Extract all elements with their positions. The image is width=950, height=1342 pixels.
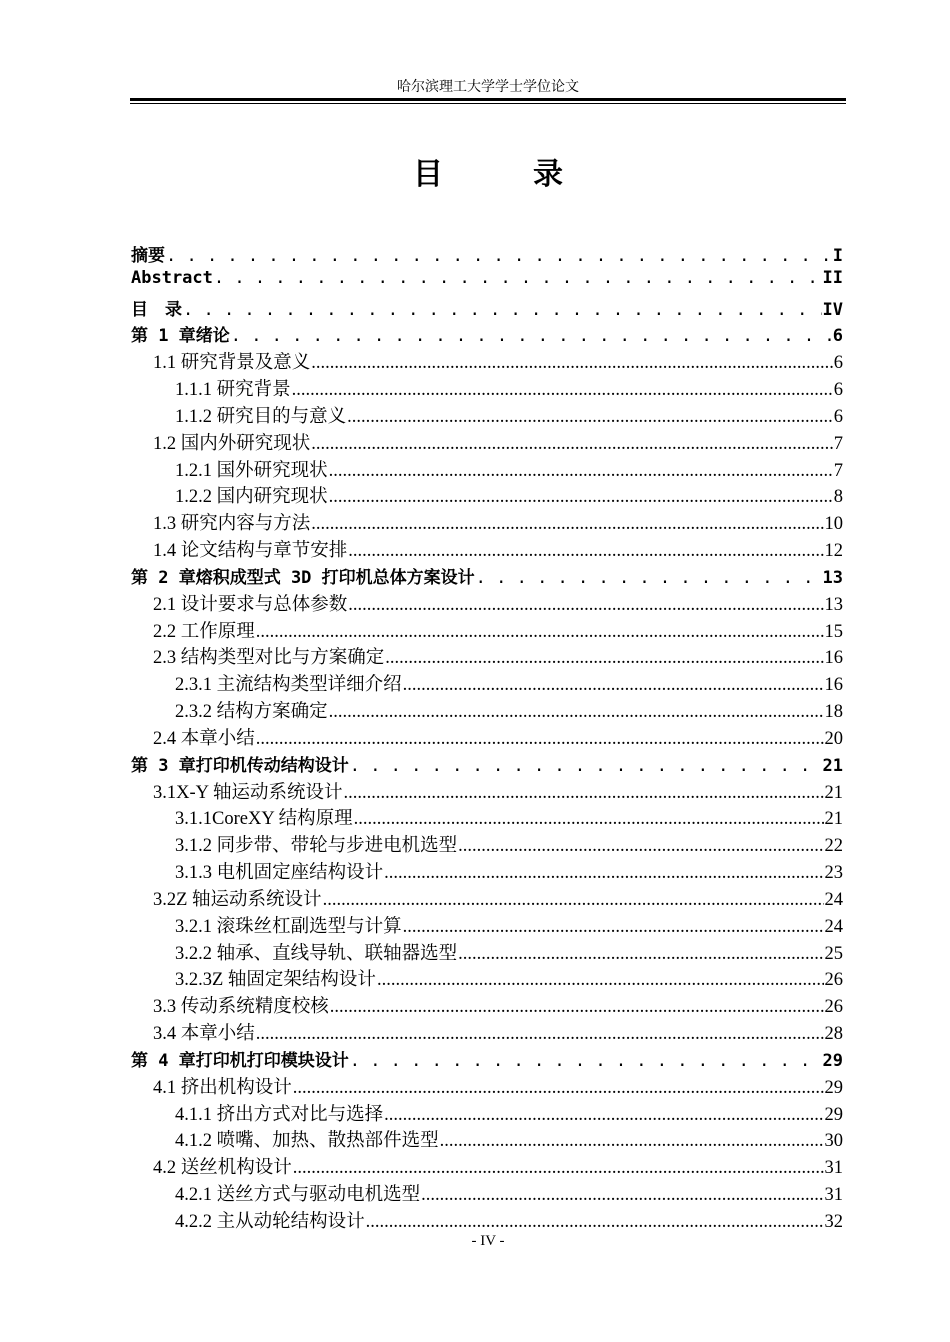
toc-entry-label: Abstract — [131, 267, 213, 288]
toc-entry[interactable] — [131, 1153, 843, 1180]
toc-entry[interactable] — [131, 831, 843, 858]
toc-entry-page: 26 — [824, 997, 843, 1018]
toc-leader-dots — [166, 246, 832, 266]
toc-entry[interactable] — [131, 241, 843, 268]
page-number: - IV - — [471, 1233, 505, 1249]
toc-leader-dots — [384, 863, 823, 884]
toc-entry[interactable] — [131, 563, 843, 590]
toc-entry-label: 4.1.2 喷嘴、加热、散热部件选型 — [175, 1131, 439, 1152]
toc-entry-label: 摘要 — [131, 246, 165, 266]
toc-entry-label: 3.1.3 电机固定座结构设计 — [175, 863, 384, 884]
toc-entry-page: 29 — [824, 1077, 843, 1098]
toc-entry-label: 1.3 研究内容与方法 — [153, 514, 311, 535]
toc-entry-page: 18 — [824, 702, 843, 723]
toc-entry-page: 10 — [824, 514, 843, 535]
toc-leader-dots — [323, 890, 824, 911]
toc-entry[interactable] — [131, 1046, 843, 1073]
toc-leader-dots — [256, 729, 824, 750]
toc-leader-dots — [403, 675, 824, 696]
toc-entry-label: 3.4 本章小结 — [153, 1024, 255, 1045]
toc-leader-dots — [403, 917, 824, 938]
toc-entry-label: 2.3.2 结构方案确定 — [175, 702, 328, 723]
toc-leader-dots — [421, 1185, 823, 1206]
table-of-contents — [131, 241, 843, 1234]
toc-leader-dots — [343, 783, 823, 804]
toc-entry[interactable] — [131, 858, 843, 885]
toc-entry[interactable] — [131, 939, 843, 966]
toc-entry-label: 1.1.1 研究背景 — [175, 380, 291, 401]
toc-entry-page: 30 — [824, 1131, 843, 1152]
toc-entry[interactable] — [131, 670, 843, 697]
toc-leader-dots — [458, 944, 823, 965]
toc-entry-page: 23 — [824, 863, 843, 884]
toc-entry[interactable] — [131, 965, 843, 992]
toc-leader-dots — [330, 997, 824, 1018]
toc-entry[interactable] — [131, 482, 843, 509]
toc-entry-page: 20 — [824, 728, 843, 749]
toc-entry-page: 29 — [824, 1104, 843, 1125]
toc-entry[interactable] — [131, 804, 843, 831]
toc-entry-page: 28 — [824, 1024, 843, 1045]
toc-entry-label: 3.2.1 滚珠丝杠副选型与计算 — [175, 916, 402, 937]
header-rule-thin — [130, 103, 846, 104]
toc-entry-label: 4.2.1 送丝方式与驱动电机选型 — [175, 1184, 421, 1205]
toc-entry-label: 3.2.2 轴承、直线导轨、联轴器选型 — [175, 943, 458, 964]
toc-leader-dots — [350, 756, 822, 776]
toc-entry-page: 25 — [824, 943, 843, 964]
toc-entry[interactable] — [131, 912, 843, 939]
toc-entry[interactable] — [131, 724, 843, 751]
toc-entry-label: 3.1X-Y 轴运动系统设计 — [153, 782, 343, 803]
toc-entry-page: 21 — [822, 755, 843, 776]
toc-entry-page: 32 — [824, 1211, 843, 1232]
toc-entry-page: 15 — [824, 621, 843, 642]
toc-entry[interactable] — [131, 1019, 843, 1046]
toc-leader-dots — [347, 407, 833, 428]
toc-entry-label: 1.4 论文结构与章节安排 — [153, 541, 348, 562]
toc-leader-dots — [311, 514, 823, 535]
toc-entry[interactable] — [131, 1073, 843, 1100]
toc-entry-label: 第 3 章打印机传动结构设计 — [131, 755, 349, 776]
toc-leader-dots — [458, 836, 823, 857]
toc-entry[interactable] — [131, 536, 843, 563]
toc-entry-page: 16 — [824, 675, 843, 696]
toc-entry-page: II — [822, 267, 843, 288]
toc-entry-label: 3.2Z 轴运动系统设计 — [153, 889, 322, 910]
toc-entry-label: 3.1.1CoreXY 结构原理 — [175, 809, 353, 830]
toc-entry-page: 6 — [833, 406, 843, 427]
toc-entry[interactable] — [131, 617, 843, 644]
toc-leader-dots — [311, 434, 832, 455]
toc-entry-label: 3.2.3Z 轴固定架结构设计 — [175, 970, 376, 991]
toc-entry-label: 第 4 章打印机打印模块设计 — [131, 1050, 349, 1071]
toc-entry-label: 1.2 国内外研究现状 — [153, 433, 311, 454]
toc-entry[interactable] — [131, 348, 843, 375]
toc-entry[interactable] — [131, 751, 843, 778]
toc-leader-dots — [476, 568, 822, 588]
toc-entry-label: 2.4 本章小结 — [153, 728, 255, 749]
toc-leader-dots — [348, 541, 823, 562]
toc-leader-dots — [366, 1212, 824, 1233]
toc-entry[interactable] — [131, 885, 843, 912]
toc-entry[interactable] — [131, 992, 843, 1019]
toc-leader-dots — [293, 1158, 824, 1179]
toc-entry-page: 31 — [824, 1158, 843, 1179]
toc-entry-label: 4.1 挤出机构设计 — [153, 1077, 292, 1098]
toc-entry[interactable] — [131, 321, 843, 348]
toc-leader-dots — [256, 1024, 824, 1045]
toc-entry[interactable] — [131, 643, 843, 670]
toc-entry[interactable] — [131, 1207, 843, 1234]
toc-entry-page: 7 — [833, 433, 843, 454]
toc-entry-label: 2.3 结构类型对比与方案确定 — [153, 648, 385, 669]
toc-leader-dots — [256, 622, 824, 643]
toc-entry-page: 6 — [832, 326, 843, 347]
header-rule-thick — [130, 98, 846, 101]
toc-leader-dots — [214, 268, 822, 288]
toc-entry[interactable] — [131, 295, 843, 322]
toc-entry-page: 31 — [824, 1184, 843, 1205]
toc-entry-label: 2.2 工作原理 — [153, 621, 255, 642]
toc-entry-page: 21 — [824, 809, 843, 830]
toc-entry-page: 8 — [833, 487, 843, 508]
toc-entry[interactable] — [131, 1180, 843, 1207]
toc-entry-label: 3.3 传动系统精度校核 — [153, 997, 329, 1018]
toc-entry-page: I — [832, 246, 843, 266]
toc-entry-label: 1.2.2 国内研究现状 — [175, 487, 328, 508]
toc-entry-page: 22 — [824, 836, 843, 857]
toc-leader-dots — [384, 1105, 823, 1126]
toc-entry-label: 第 1 章绪论 — [131, 326, 230, 347]
toc-leader-dots — [440, 1131, 824, 1152]
toc-entry-label: 4.2 送丝机构设计 — [153, 1158, 292, 1179]
toc-leader-dots — [377, 970, 824, 991]
toc-entry-label: 1.1.2 研究目的与意义 — [175, 406, 347, 427]
toc-entry[interactable] — [131, 375, 843, 402]
toc-entry[interactable] — [131, 1126, 843, 1153]
toc-entry[interactable] — [131, 402, 843, 429]
toc-entry-page: 7 — [833, 460, 843, 481]
toc-entry-page: 6 — [833, 380, 843, 401]
toc-leader-dots — [329, 487, 833, 508]
toc-leader-dots — [292, 380, 833, 401]
toc-entry-page: 13 — [824, 594, 843, 615]
toc-entry-label: 第 2 章熔积成型式 3D 打印机总体方案设计 — [131, 567, 475, 588]
toc-entry[interactable] — [131, 1100, 843, 1127]
toc-entry-page: 29 — [822, 1050, 843, 1071]
toc-leader-dots — [348, 595, 823, 616]
toc-entry[interactable] — [131, 509, 843, 536]
toc-entry-label: 3.1.2 同步带、带轮与步进电机选型 — [175, 836, 458, 857]
toc-entry-page: 21 — [824, 782, 843, 803]
toc-entry-label: 4.2.2 主从动轮结构设计 — [175, 1211, 365, 1232]
toc-leader-dots — [329, 702, 824, 723]
toc-leader-dots — [183, 300, 822, 320]
toc-entry[interactable] — [131, 429, 843, 456]
toc-entry-label: 目 录 — [131, 299, 182, 320]
toc-entry-page: 26 — [824, 970, 843, 991]
toc-entry[interactable] — [131, 590, 843, 617]
toc-entry-page: 6 — [833, 353, 843, 374]
toc-entry-label: 1.1 研究背景及意义 — [153, 353, 311, 374]
toc-entry[interactable] — [131, 778, 843, 805]
toc-entry-label: 2.1 设计要求与总体参数 — [153, 594, 348, 615]
toc-entry-label: 2.3.1 主流结构类型详细介绍 — [175, 675, 402, 696]
toc-leader-dots — [350, 1051, 822, 1071]
toc-entry-page: 24 — [824, 889, 843, 910]
page-title: 目 录 — [413, 157, 593, 192]
toc-leader-dots — [385, 648, 823, 669]
toc-entry[interactable] — [131, 456, 843, 483]
toc-entry-label: 4.1.1 挤出方式对比与选择 — [175, 1104, 384, 1125]
toc-entry[interactable] — [131, 697, 843, 724]
page-header: 哈尔滨理工大学学士学位论文 — [397, 79, 579, 95]
toc-entry[interactable] — [131, 268, 843, 295]
toc-leader-dots — [231, 326, 832, 346]
toc-entry-page: 13 — [822, 567, 843, 588]
toc-leader-dots — [329, 461, 833, 482]
toc-entry-page: IV — [822, 299, 843, 320]
toc-leader-dots — [311, 353, 832, 374]
toc-entry-page: 16 — [824, 648, 843, 669]
toc-leader-dots — [354, 809, 824, 830]
toc-leader-dots — [293, 1078, 824, 1099]
toc-entry-page: 24 — [824, 916, 843, 937]
toc-entry-label: 1.2.1 国外研究现状 — [175, 460, 328, 481]
toc-entry-page: 12 — [824, 541, 843, 562]
